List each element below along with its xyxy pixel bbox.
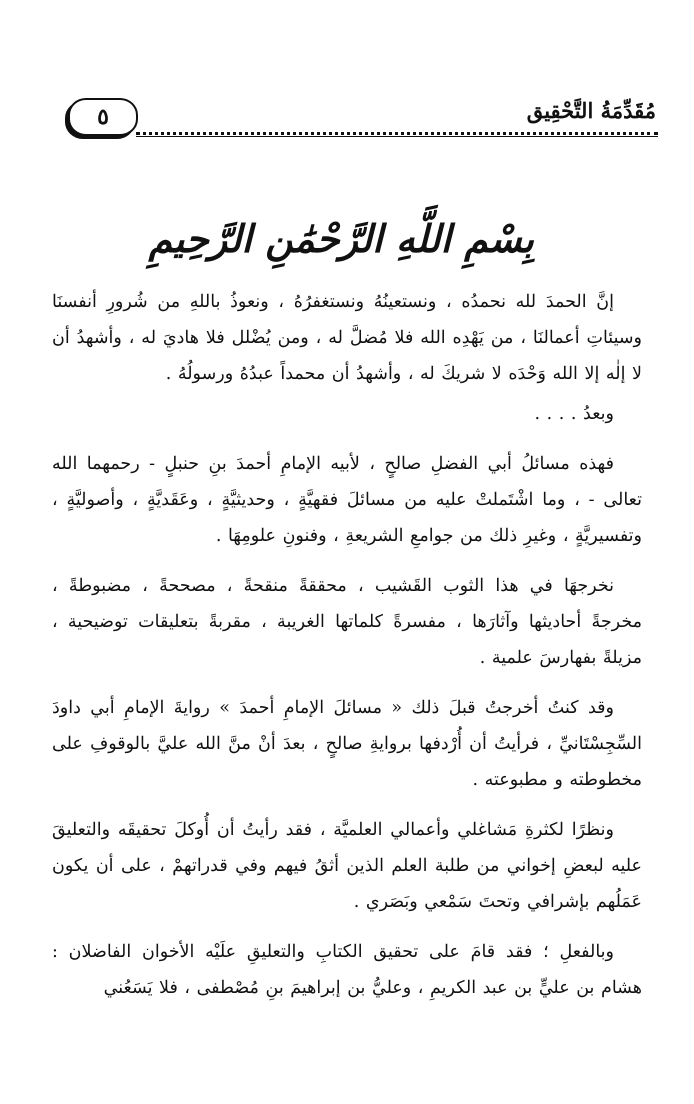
header-rule-line xyxy=(136,136,658,137)
paragraph-editors: وبالفعلِ ؛ فقد قامَ على تحقيق الكتابِ والتعليقِ علَيْه الأخوان الفاضلان : هشام بن عليٍّ بن عبد الكريمِ ، وعليُّ بن إبراهيمَ بنِ مُصْطفى ، فلا يَسَعُني xyxy=(52,942,642,998)
paragraph-edition-description: نخرجهَا في هذا الثوب القَشيب ، محققةً منقحةً ، مصححةً ، مضبوطةً ، مخرجةً أحاديثها وآثارَها ، مفسرةً كلماتها الغريبة ، مقربةً بتعليقات توضيحية ، مزيلةً بفهارسَ علمية . xyxy=(52,576,642,668)
paragraph-previous-work: وقد كنتُ أخرجتُ قبلَ ذلك « مسائلَ الإمامِ أحمدَ » روايةَ الإمامِ أبي داودَ السِّجِسْتَانيِّ ، فرأيتُ أن أُرْدفها بروايةِ صالحٍ ، بعدَ أنْ منَّ الله عليَّ بالوقوفِ على مخطوطته و مطبوعته . xyxy=(52,698,642,790)
basmala-calligraphy: بِسْمِ اللَّهِ الرَّحْمَٰنِ الرَّحِيمِ xyxy=(148,216,534,261)
paragraph-delegation: ونظرًا لكثرةِ مَشاغلي وأعمالي العلميَّة ، فقد رأيتُ أن أُوكلَ تحقيقَه والتعليقَ عليه لبعضِ إخواني من طلبة العلم الذين أثقُ فيهم وفي قدراتهمْ ، على أن يكون عَمَلُهم بإشرافي وتحتَ سَمْعي وبَصَري . xyxy=(52,820,642,912)
paragraph-intro-masail: فهذه مسائلُ أبي الفضلِ صالحٍ ، لأبيه الإمامِ أحمدَ بنِ حنبلٍ - رحمهما الله تعالى - ، وما اشْتَملتْ عليه من مسائلَ فقهيَّةٍ ، وحديثيَّةٍ ، وعَقَديَّةٍ ، وأصوليَّةٍ ، وتفسيريَّةٍ ، وغيرِ ذلك من جوامعِ الشريعةِ ، وفنونِ علومِهَا . xyxy=(52,454,642,546)
page-number: ٥ xyxy=(68,98,138,136)
paragraph-hamd: إنَّ الحمدَ لله نحمدُه ، ونستعينُهُ ونستغفرُهُ ، ونعوذُ باللهِ من شُرورِ أنفسنَا وسيئاتِ أعمالنَا ، من يَهْدِه الله فلا مُضلَّ له ، ومن يُضْلل فلا هاديَ له ، وأشهدُ أن لا إلٰه إلا الله وَحْدَه لا شريكَ له ، وأشهدُ أن محمداً عبدُهُ ورسولُهُ . xyxy=(52,292,642,384)
body-text xyxy=(52,284,642,1006)
paragraph-wa-bad: وبعدُ . . . . xyxy=(534,404,614,424)
page-header xyxy=(60,96,658,142)
running-title: مُقَدِّمَةُ التَّحْقِيق xyxy=(526,98,656,123)
header-rule-dotted xyxy=(136,132,658,135)
